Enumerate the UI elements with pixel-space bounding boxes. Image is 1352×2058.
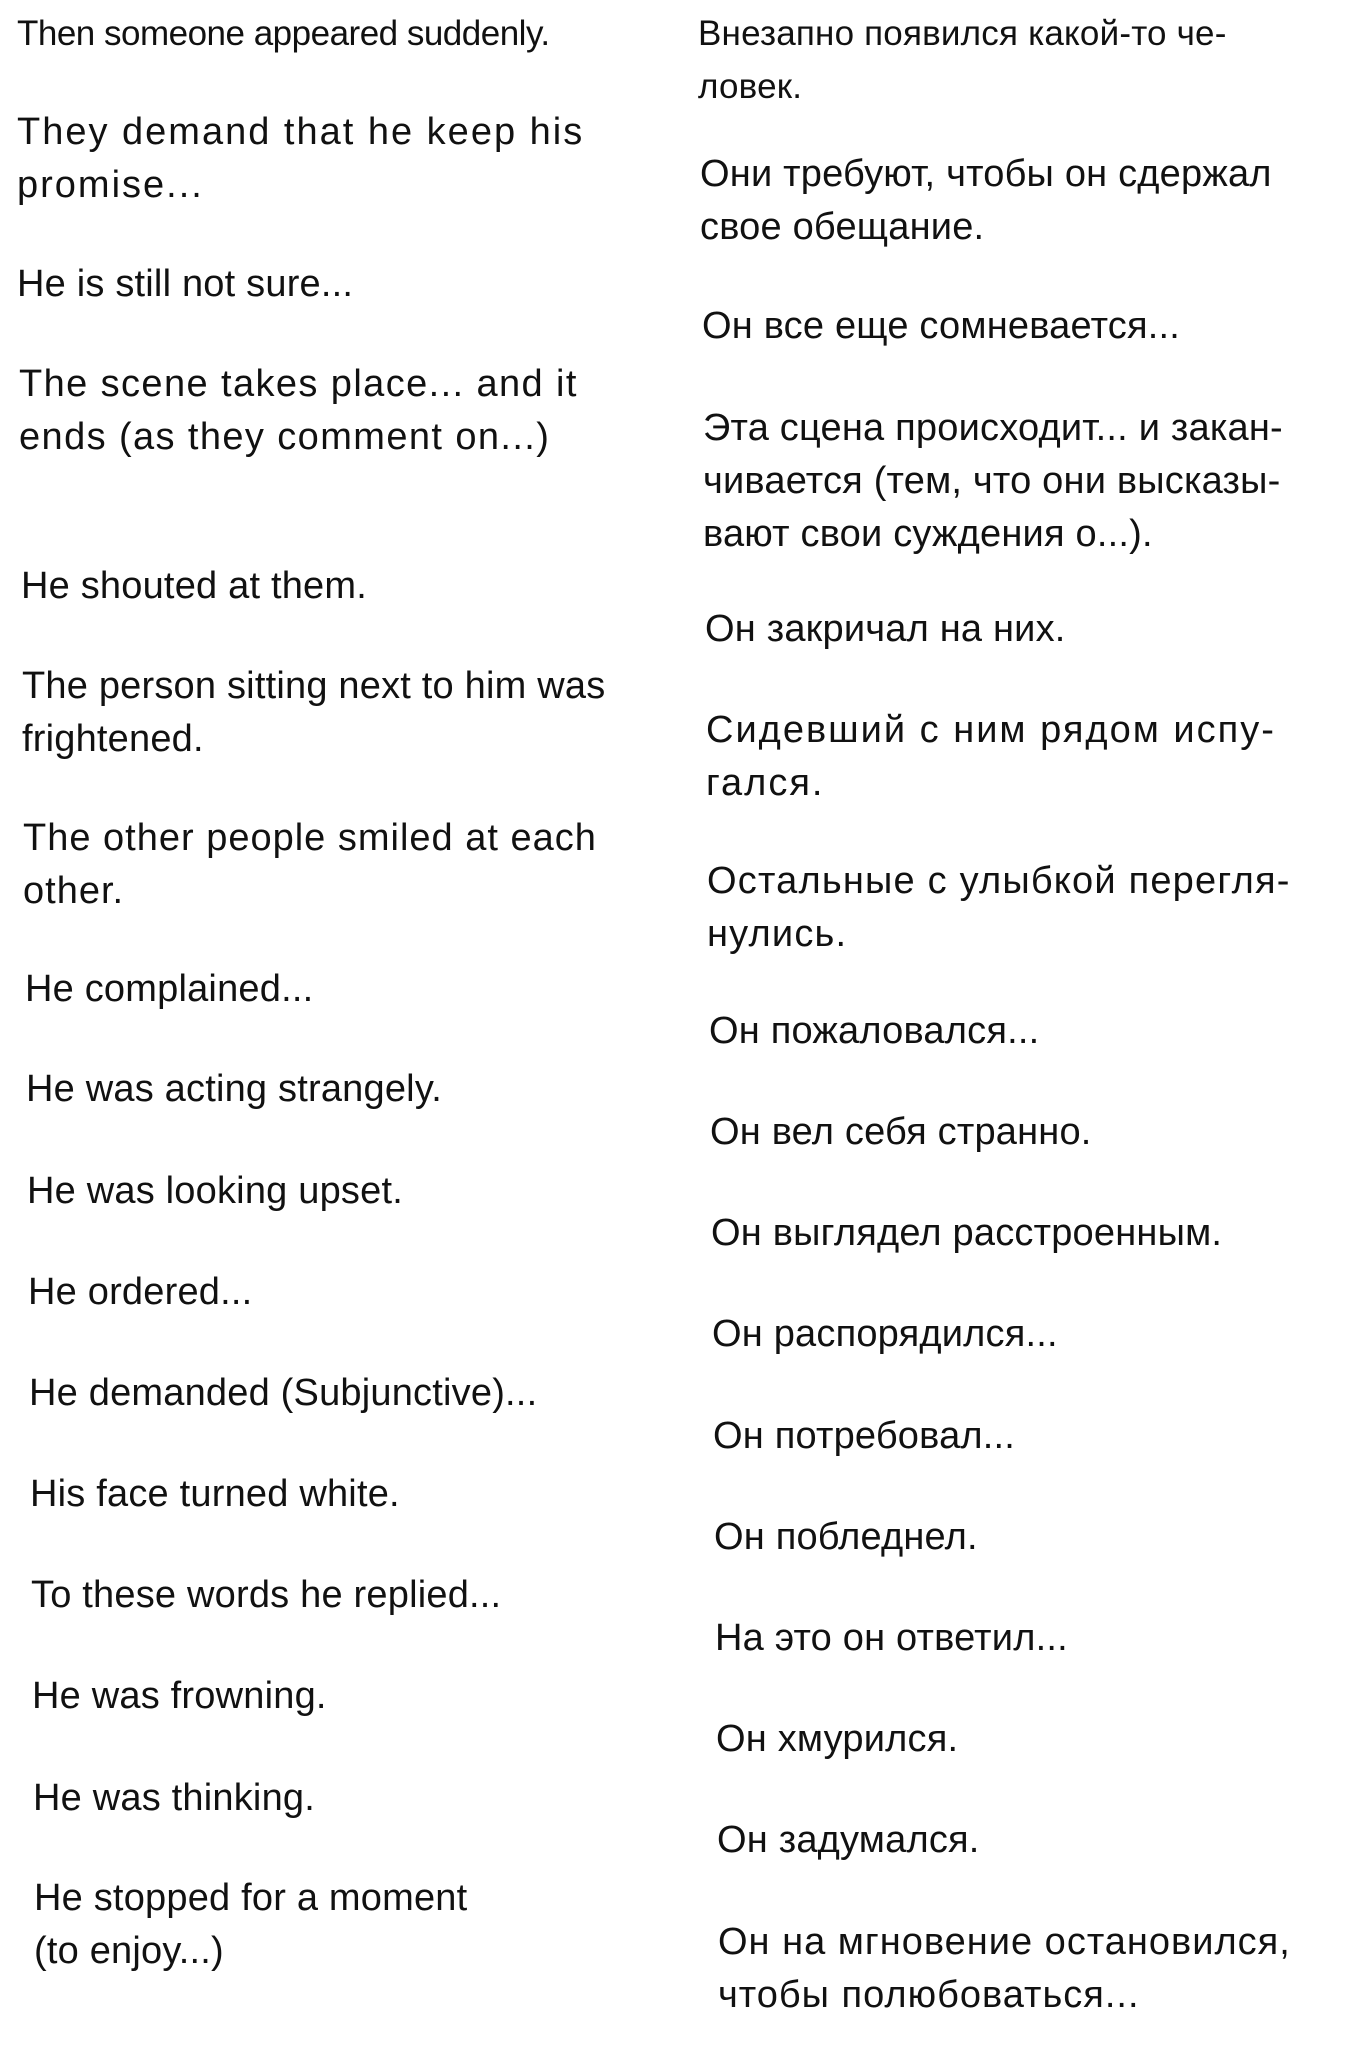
english-phrase: The person sitting next to him was frightened.: [22, 665, 606, 760]
russian-phrase: Он хмурился.: [716, 1718, 959, 1760]
russian-phrase: Сидевший с ним рядом испу- гался.: [706, 709, 1276, 804]
russian-phrase: Он задумался.: [717, 1819, 980, 1861]
english-phrase: He ordered...: [28, 1271, 253, 1313]
russian-phrase: Он распорядился...: [712, 1313, 1058, 1355]
english-phrase: To these words he replied...: [31, 1574, 502, 1616]
russian-phrase: Он все еще сомневается...: [702, 305, 1181, 347]
russian-phrase: Они требуют, чтобы он сдержал свое обещание.: [700, 153, 1272, 248]
english-phrase: He was acting strangely.: [26, 1068, 442, 1110]
english-phrase: He was looking upset.: [27, 1170, 403, 1212]
english-phrase: Then someone appeared suddenly.: [17, 14, 550, 53]
russian-phrase: Он потребовал...: [713, 1415, 1016, 1457]
russian-phrase: Остальные с улыбкой перегля- нулись.: [707, 860, 1291, 955]
russian-phrase: На это он ответил...: [715, 1617, 1068, 1659]
english-phrase: He stopped for a moment (to enjoy...): [34, 1877, 468, 1972]
english-phrase: His face turned white.: [30, 1473, 400, 1515]
english-phrase: He was frowning.: [32, 1675, 327, 1717]
english-phrase: The scene takes place... and it ends (as they comment on...): [19, 363, 578, 458]
english-phrase: He was thinking.: [33, 1777, 316, 1819]
english-phrase: He is still not sure...: [17, 263, 354, 305]
english-phrase: They demand that he keep his promise...: [17, 111, 585, 206]
english-phrase: He complained...: [25, 968, 314, 1010]
russian-phrase: Он вел себя странно.: [710, 1111, 1092, 1153]
russian-phrase: Он выглядел расстроенным.: [711, 1212, 1223, 1254]
english-phrase: He demanded (Subjunctive)...: [29, 1372, 538, 1414]
english-phrase: The other people smiled at each other.: [23, 817, 597, 912]
russian-phrase: Он пожаловался...: [709, 1010, 1040, 1052]
russian-phrase: Он побледнел.: [714, 1516, 978, 1558]
russian-phrase: Эта сцена происходит... и закан- чивается (тем, что они высказы- вают свои суждения о...).: [703, 407, 1283, 555]
russian-phrase: Он на мгновение остановился, чтобы полюбоваться...: [718, 1921, 1291, 2016]
russian-phrase: Внезапно появился какой-то че- ловек.: [698, 14, 1227, 106]
english-phrase: He shouted at them.: [21, 565, 368, 607]
russian-phrase: Он закричал на них.: [705, 608, 1066, 650]
